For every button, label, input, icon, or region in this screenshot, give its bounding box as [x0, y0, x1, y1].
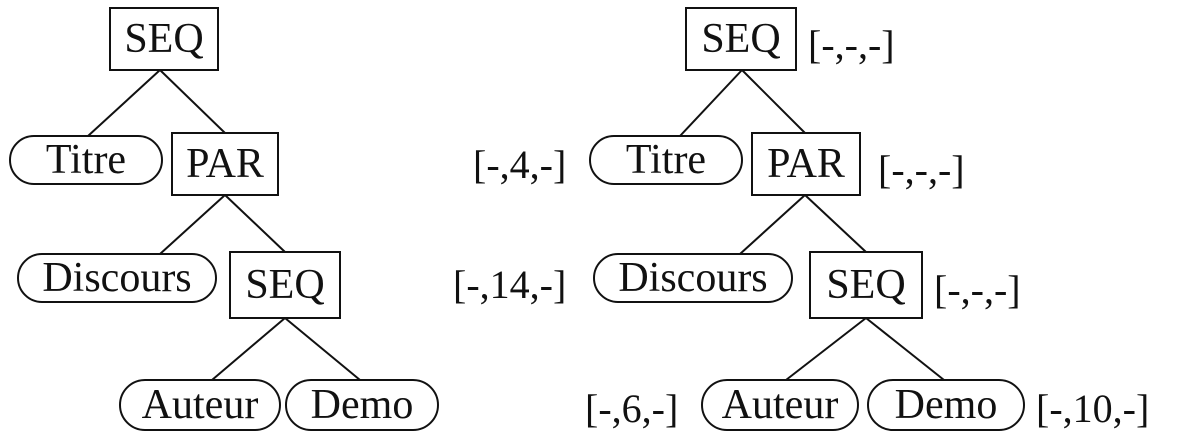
edge-par-seq	[805, 195, 866, 252]
seq-root-annotation: [-,-,-]	[808, 22, 895, 67]
edge-par-discours	[740, 195, 805, 254]
edge-par-seq	[225, 195, 285, 252]
edge-seq-titre	[680, 70, 742, 136]
titre-label: Titre	[45, 137, 127, 183]
auteur-label: Auteur	[141, 382, 259, 428]
edge-seq-demo	[285, 318, 360, 380]
edge-seq-titre	[88, 70, 160, 136]
edge-seq-par	[160, 70, 225, 133]
left-tree	[10, 8, 438, 430]
demo-label: Demo	[310, 382, 414, 428]
seq-inner-label: SEQ	[245, 262, 325, 308]
edge-seq-par	[742, 70, 805, 133]
right-tree	[453, 8, 1149, 431]
demo-label: Demo	[894, 382, 998, 428]
titre-label: Titre	[625, 137, 707, 183]
edge-seq-auteur	[786, 318, 866, 380]
seq-root-label: SEQ	[701, 16, 781, 62]
par-label: PAR	[186, 141, 264, 187]
auteur-label: Auteur	[721, 382, 839, 428]
par-annotation: [-,-,-]	[878, 147, 965, 192]
seq-root-label: SEQ	[124, 16, 204, 62]
seq-inner-annotation: [-,-,-]	[934, 267, 1021, 312]
par-label: PAR	[767, 141, 845, 187]
discours-label: Discours	[42, 255, 192, 301]
titre-annotation: [-,4,-]	[473, 142, 567, 187]
demo-annotation: [-,10,-]	[1036, 386, 1150, 431]
discours-annotation: [-,14,-]	[453, 262, 567, 307]
seq-inner-label: SEQ	[826, 262, 906, 308]
edge-par-discours	[160, 195, 225, 254]
discours-label: Discours	[618, 255, 768, 301]
edge-seq-auteur	[212, 318, 285, 380]
edge-seq-demo	[866, 318, 944, 380]
auteur-annotation: [-,6,-]	[585, 386, 679, 431]
